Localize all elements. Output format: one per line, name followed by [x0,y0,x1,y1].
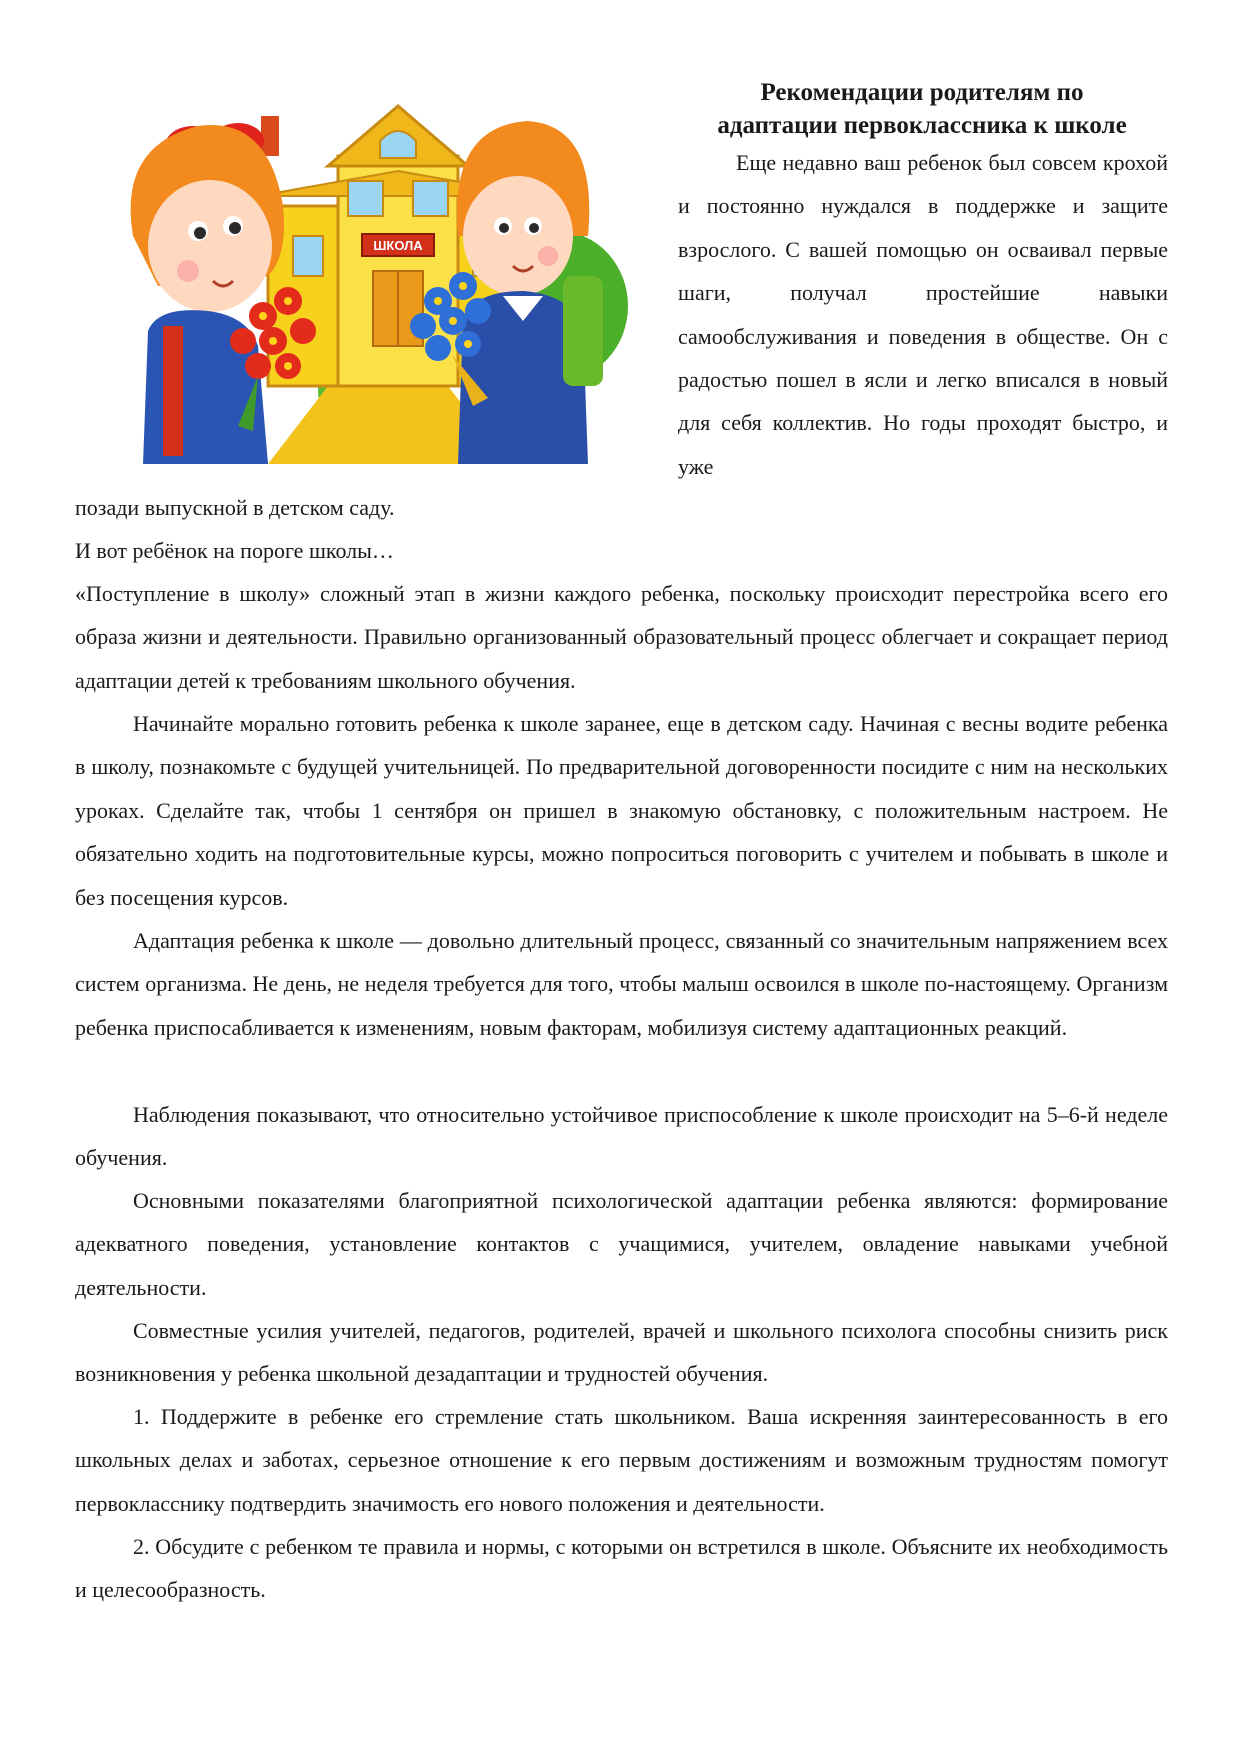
paragraph-joint-efforts: Совместные усилия учителей, педагогов, родителей, врачей и школьного психолога способны снизить риск возникновения у ребенка школьной дезадаптации и трудностей обучения. [75,1318,1168,1387]
paragraph-indicators: Основными показателями благоприятной психологической адаптации ребенка являются: формирование адекватного поведения, установление контактов с учащимися, учителем, овладение навыками учебной деятельности. [75,1188,1168,1300]
paragraph-school-entry: «Поступление в школу» сложный этап в жизни каждого ребенка, поскольку происходит перестройка всего его образа жизни и деятельности. Правильно организованный образовательный процесс облегчает и сокращает период адаптации детей к требованиям школьного обучения. [75,581,1168,693]
school-children-illustration [118,86,670,464]
paragraph-observations: Наблюдения показывают, что относительно устойчивое приспособление к школе происходит на 5–6-й неделе обучения. [75,1102,1168,1171]
recommendation-2: 2. Обсудите с ребенком те правила и нормы, с которыми он встретился в школе. Объясните их необходимость и целесообразность. [75,1534,1168,1603]
title-line-1: Рекомендации родителям по [760,79,1084,106]
threshold-line: И вот ребёнок на пороге школы… [75,538,394,563]
intro-paragraph: Еще недавно ваш ребенок был совсем крохой и постоянно нуждался в поддержке и защите взрослого. С вашей помощью он осваивал первые шаги, получал простейшие навыки самообслуживания и поведения в обществе. Он с радостью пошел в ясли и легко вписался в новый для себя коллектив. Но годы проходят быстро, и уже [678,150,1168,479]
title-line-2: адаптации первоклассника к школе [717,112,1127,139]
school-sign-text: ШКОЛА [373,238,423,253]
paragraph-prepare-early: Начинайте морально готовить ребенка к школе заранее, еще в детском саду. Начиная с весны водите ребенка в школу, познакомьте с будущей учительницей. По предварительной договоренности посидите с ним на нескольких уроках. Сделайте так, чтобы 1 сентября он пришел в знакомую обстановку, с положительным настроем. Не обязательно ходить на подготовительные курсы, можно попроситься поговорить с учителем и побывать в школе и без посещения курсов. [75,711,1168,910]
girl-icon [131,123,284,464]
intro-paragraph-end: позади выпускной в детском саду. [75,495,395,520]
recommendation-1: 1. Поддержите в ребенке его стремление стать школьником. Ваша искренняя заинтересованность в его школьных делах и заботах, серьезное отношение к его первым достижениям и возможным трудностям помогут первокласснику подтвердить значимость его нового положения и деятельности. [75,1404,1168,1516]
paragraph-adaptation-process: Адаптация ребенка к школе — довольно длительный процесс, связанный со значительным напряжением всех систем организма. Не день, не неделя требуется для того, чтобы малыш освоился в школе по-настоящему. Организм ребенка приспосабливается к изменениям, новым факторам, мобилизуя систему адаптационных реакций. [75,928,1168,1040]
document-title [672,76,1172,142]
chimney [261,116,279,156]
